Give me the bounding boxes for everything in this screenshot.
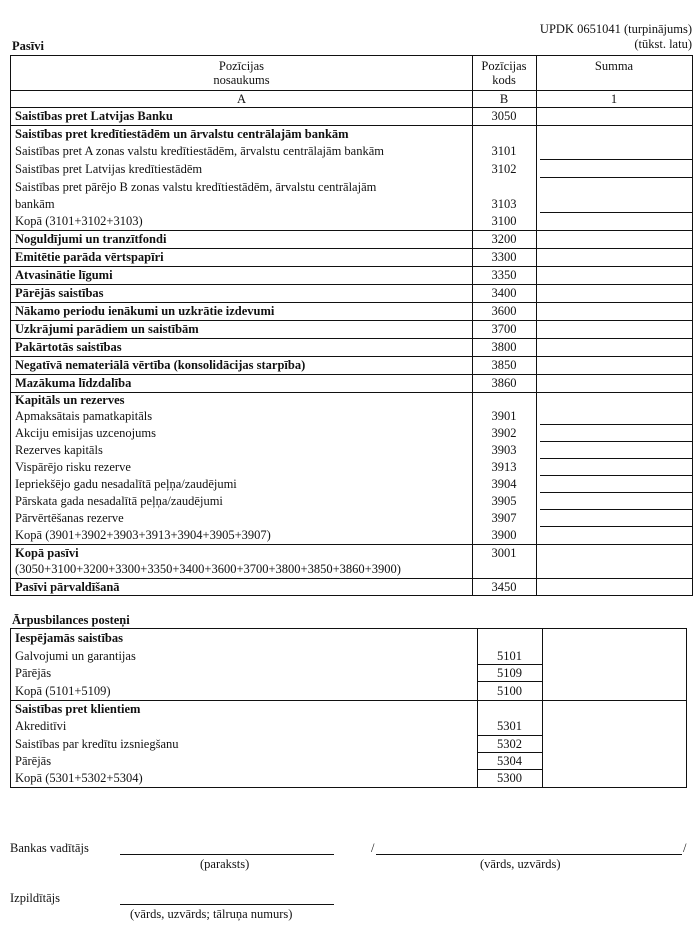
col-header-code-1: Pozīcijas: [481, 59, 527, 73]
row-code: 3001: [491, 546, 517, 560]
row-code: 3900: [491, 528, 517, 542]
executor-label: Izpildītājs: [10, 891, 60, 905]
row-label: Saistības pret Latvijas Banku: [15, 109, 173, 123]
row-label: Kopā (5101+5109): [15, 684, 111, 698]
row-code: 3200: [491, 232, 517, 246]
row-label: Mazākuma līdzdalība: [15, 376, 132, 390]
row-label: Rezerves kapitāls: [15, 443, 103, 457]
row-label: Saistības pret Latvijas kredītiestādēm: [15, 162, 203, 176]
row-code: 3102: [491, 162, 517, 176]
col-header-name-1: Pozīcijas: [218, 59, 265, 73]
row-label: Kapitāls un rezerves: [15, 393, 125, 407]
row-code: 3400: [491, 286, 517, 300]
slash-left: /: [371, 841, 375, 855]
units-label: (tūkst. latu): [634, 37, 692, 51]
row-label: Noguldījumi un tranzītfondi: [15, 232, 167, 246]
row-code: 3903: [491, 443, 517, 457]
row-code: 3904: [491, 477, 517, 491]
executor-line: [120, 904, 334, 905]
row-code: 3800: [491, 340, 517, 354]
row-code: 5301: [497, 719, 522, 733]
row-label: Iespējamās saistības: [15, 631, 123, 645]
row-code: 3350: [491, 268, 517, 282]
row-label: Pārējās: [15, 666, 52, 680]
name-line: [376, 854, 682, 855]
row-label: Galvojumi un garantijas: [15, 649, 136, 663]
row-code: 3902: [491, 426, 517, 440]
bank-head-label: Bankas vadītājs: [10, 841, 89, 855]
row-label: Kopā (3901+3902+3903+3913+3904+3905+3907): [15, 528, 271, 542]
signature-caption: (paraksts): [200, 857, 250, 871]
row-code: 3905: [491, 494, 517, 508]
row-code: 3050: [491, 109, 517, 123]
row-label: Vispārējo risku rezerve: [15, 460, 131, 474]
row-label: Pārējās saistības: [15, 286, 104, 300]
row-label: Emitētie parāda vērtspapīri: [15, 250, 164, 264]
offbalance-table: [10, 628, 687, 788]
row-code: 3913: [491, 460, 517, 474]
row-code: 3600: [491, 304, 517, 318]
row-code: 5109: [497, 666, 522, 680]
row-label: Kopā (3101+3102+3103): [15, 214, 143, 228]
row-label: Apmaksātais pamatkapitāls: [15, 409, 153, 423]
row-label: Pārskata gada nesadalītā peļņa/zaudējumi: [15, 494, 223, 508]
row-label: Saistības par kredītu izsniegšanu: [15, 737, 179, 751]
row-code: 5100: [497, 684, 522, 698]
row-label: Pakārtotās saistības: [15, 340, 122, 354]
row-code: 3300: [491, 250, 517, 264]
section-title-offbalance: Ārpusbilances posteņi: [12, 613, 130, 627]
form-code: UPDK 0651041 (turpinājums): [539, 22, 692, 36]
col-header-code-2: kods: [492, 73, 516, 87]
row-label: Kopā pasīvi: [15, 546, 79, 560]
row-code: 5304: [497, 754, 522, 768]
executor-caption: (vārds, uzvārds; tālruņa numurs): [130, 907, 293, 921]
signature-line: [120, 854, 334, 855]
row-code: 3450: [491, 580, 517, 594]
row-label: Atvasinātie līgumi: [15, 268, 113, 282]
row-label: Pārējās: [15, 754, 52, 768]
col-letter-b: B: [499, 92, 509, 106]
row-code: 5300: [497, 771, 522, 785]
row-code: 5101: [497, 649, 522, 663]
row-label: bankām: [15, 197, 55, 211]
col-header-name-2: nosaukums: [213, 73, 270, 87]
row-code: 3101: [491, 144, 517, 158]
row-label: Saistības pret pārējo B zonas valstu kredītiestādēm, ārvalstu centrālajām: [15, 180, 377, 194]
row-label: Pasīvi pārvaldīšanā: [15, 580, 120, 594]
row-code: 3103: [491, 197, 517, 211]
row-label: Saistības pret klientiem: [15, 702, 141, 716]
name-caption: (vārds, uzvārds): [480, 857, 561, 871]
row-label: Saistības pret A zonas valstu kredītiestādēm, ārvalstu centrālajām bankām: [15, 144, 384, 158]
row-code: 3907: [491, 511, 517, 525]
row-code: 3100: [491, 214, 517, 228]
row-code: 5302: [497, 737, 522, 751]
row-label: Akreditīvi: [15, 719, 67, 733]
slash-right: /: [683, 841, 687, 855]
row-label: Kopā (5301+5302+5304): [15, 771, 143, 785]
col-letter-a: A: [236, 92, 247, 106]
row-code: 3850: [491, 358, 517, 372]
row-label: (3050+3100+3200+3300+3350+3400+3600+3700+3800+3850+3860+3900): [15, 562, 401, 576]
row-code: 3700: [491, 322, 517, 336]
row-label: Iepriekšējo gadu nesadalītā peļņa/zaudējumi: [15, 477, 237, 491]
row-label: Uzkrājumi parādiem un saistībām: [15, 322, 199, 336]
row-label: Akciju emisijas uzcenojums: [15, 426, 156, 440]
col-header-sum: Summa: [594, 59, 634, 73]
section-title-liabilities: Pasīvi: [12, 39, 44, 53]
row-code: 3860: [491, 376, 517, 390]
row-label: Nākamo periodu ienākumi un uzkrātie izdevumi: [15, 304, 275, 318]
col-letter-1: 1: [610, 92, 618, 106]
row-label: Negatīvā nemateriālā vērtība (konsolidācijas starpība): [15, 358, 306, 372]
liabilities-table: [10, 55, 693, 596]
row-code: 3901: [491, 409, 517, 423]
row-label: Pārvērtēšanas rezerve: [15, 511, 124, 525]
row-label: Saistības pret kredītiestādēm un ārvalstu centrālajām bankām: [15, 127, 349, 141]
